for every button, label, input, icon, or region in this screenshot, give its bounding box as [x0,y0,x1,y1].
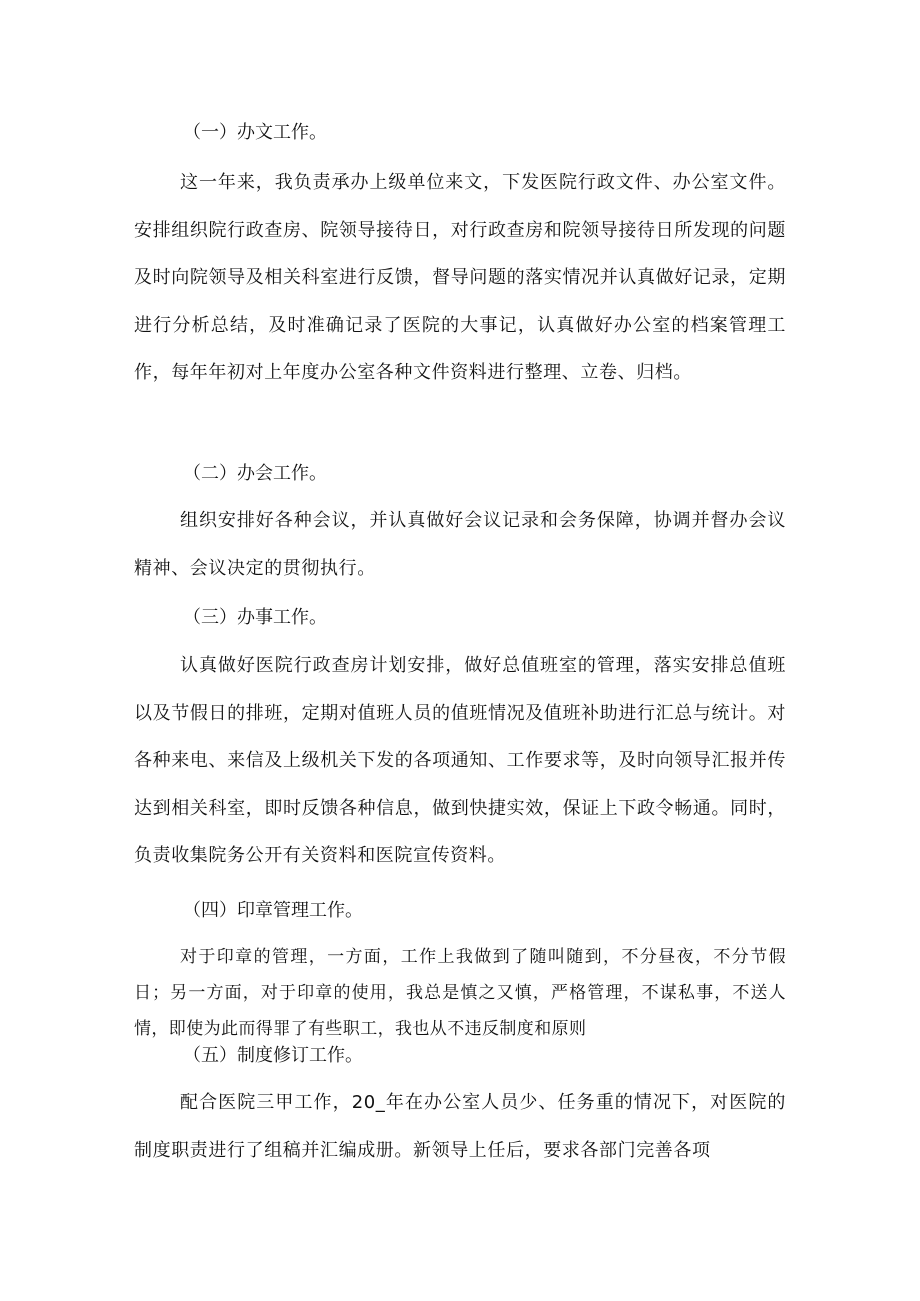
section-heading-1: （一）办文工作。 [183,122,327,143]
section-body-5: 配合医院三甲工作，20_年在办公室人员少、任务重的情况下，对医院的制度职责进行了组稿并汇编成册。新领导上任后，要求各部门完善各项 [134,1092,786,1161]
section-heading-2: （二）办会工作。 [183,463,327,484]
section-heading-4: （四）印章管理工作。 [183,900,363,921]
section-body-2: 组织安排好各种会议，并认真做好会议记录和会务保障，协调并督办会议精神、会议决定的贯彻执行。 [134,510,786,579]
section-heading-3: （三）办事工作。 [183,607,327,628]
section-body-3: 认真做好医院行政查房计划安排，做好总值班室的管理，落实安排总值班以及节假日的排班，定期对值班人员的值班情况及值班补助进行汇总与统计。对各种来电、来信及上级机关下发的各项通知、工作要求等，及时向领导汇报并传达到相关科室，即时反馈各种信息，做到快捷实效，保证上下政令畅通。同时，负责收集院务公开有关资料和医院宣传资料。 [134,655,786,867]
section-body-1: 这一年来，我负责承办上级单位来文，下发医院行政文件、办公室文件。安排组织院行政查房、院领导接待日，对行政查房和院领导接待日所发现的问题及时向院领导及相关科室进行反馈，督导问题的落实情况并认真做好记录，定期进行分析总结，及时准确记录了医院的大事记，认真做好办公室的档案管理工作，每年年初对上年度办公室各种文件资料进行整理、立卷、归档。 [134,172,786,384]
section-body-4: 对于印章的管理，一方面，工作上我做到了随叫随到，不分昼夜，不分节假日；另一方面，对于印章的使用，我总是慎之又慎，严格管理，不谋私事，不送人情，即使为此而得罪了有些职工，我也从不违反制度和原则 [134,947,786,1039]
section-heading-5: （五）制度修订工作。 [183,1045,363,1066]
